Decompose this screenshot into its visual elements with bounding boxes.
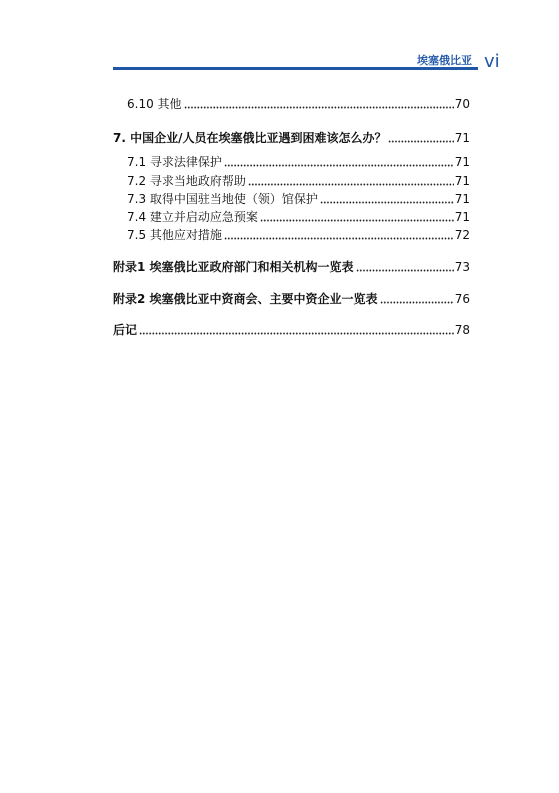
toc-entry-7-4[interactable] — [127, 207, 470, 225]
toc-entry-page: 71 — [454, 210, 470, 224]
toc-entry-label: 7.3 取得中国驻当地使（领）馆保护 — [127, 192, 318, 206]
toc-entry-page: 71 — [454, 131, 470, 145]
toc-entry-chapter-7[interactable] — [113, 128, 470, 146]
toc-entry-7-1[interactable] — [127, 152, 470, 170]
toc-entry-label: 附录2 埃塞俄比亚中资商会、主要中资企业一览表 — [113, 292, 378, 306]
dot-leader — [260, 212, 454, 222]
dot-leader — [224, 157, 454, 167]
toc-entry-label: 7.2 寻求当地政府帮助 — [127, 174, 246, 188]
dot-leader — [248, 176, 454, 186]
toc-entry-label: 后记 — [113, 323, 138, 337]
running-header-title: 埃塞俄比亚 — [417, 54, 472, 67]
dot-leader — [139, 325, 454, 335]
toc-entry-page: 71 — [454, 174, 470, 188]
toc-entry-page: 72 — [454, 228, 470, 242]
dot-leader — [224, 230, 454, 240]
toc-entry-label: 6.10 其他 — [127, 97, 182, 111]
toc-entry-7-3[interactable] — [127, 189, 470, 207]
dot-leader — [184, 99, 454, 109]
dot-leader — [388, 133, 453, 143]
toc-entry-label: 7. 中国企业/人员在埃塞俄比亚遇到困难该怎么办？ — [113, 131, 387, 145]
header-rule — [113, 67, 478, 70]
toc-entry-page: 70 — [454, 97, 470, 111]
toc-entry-label: 7.1 寻求法律保护 — [127, 155, 222, 169]
toc-entry-7-2[interactable] — [127, 171, 470, 189]
dot-leader — [320, 194, 454, 204]
toc-entry-appendix-1[interactable] — [113, 257, 470, 275]
toc-entry-label: 附录1 埃塞俄比亚政府部门和相关机构一览表 — [113, 260, 354, 274]
toc-entry-7-5[interactable] — [127, 225, 470, 243]
toc-entry-appendix-2[interactable] — [113, 289, 470, 307]
toc-entry-page: 78 — [454, 323, 470, 337]
toc-entry-page: 76 — [454, 292, 470, 306]
toc-entry-afterword[interactable] — [113, 320, 470, 338]
toc-entry-6-10[interactable] — [127, 94, 470, 112]
toc-entry-label: 7.5 其他应对措施 — [127, 228, 222, 242]
toc-entry-label: 7.4 建立并启动应急预案 — [127, 210, 258, 224]
dot-leader — [356, 262, 454, 272]
dot-leader — [380, 294, 454, 304]
toc-entry-page: 73 — [454, 260, 470, 274]
toc-entry-page: 71 — [454, 192, 470, 206]
page-number: vi — [484, 51, 500, 72]
toc-entry-page: 71 — [454, 155, 470, 169]
